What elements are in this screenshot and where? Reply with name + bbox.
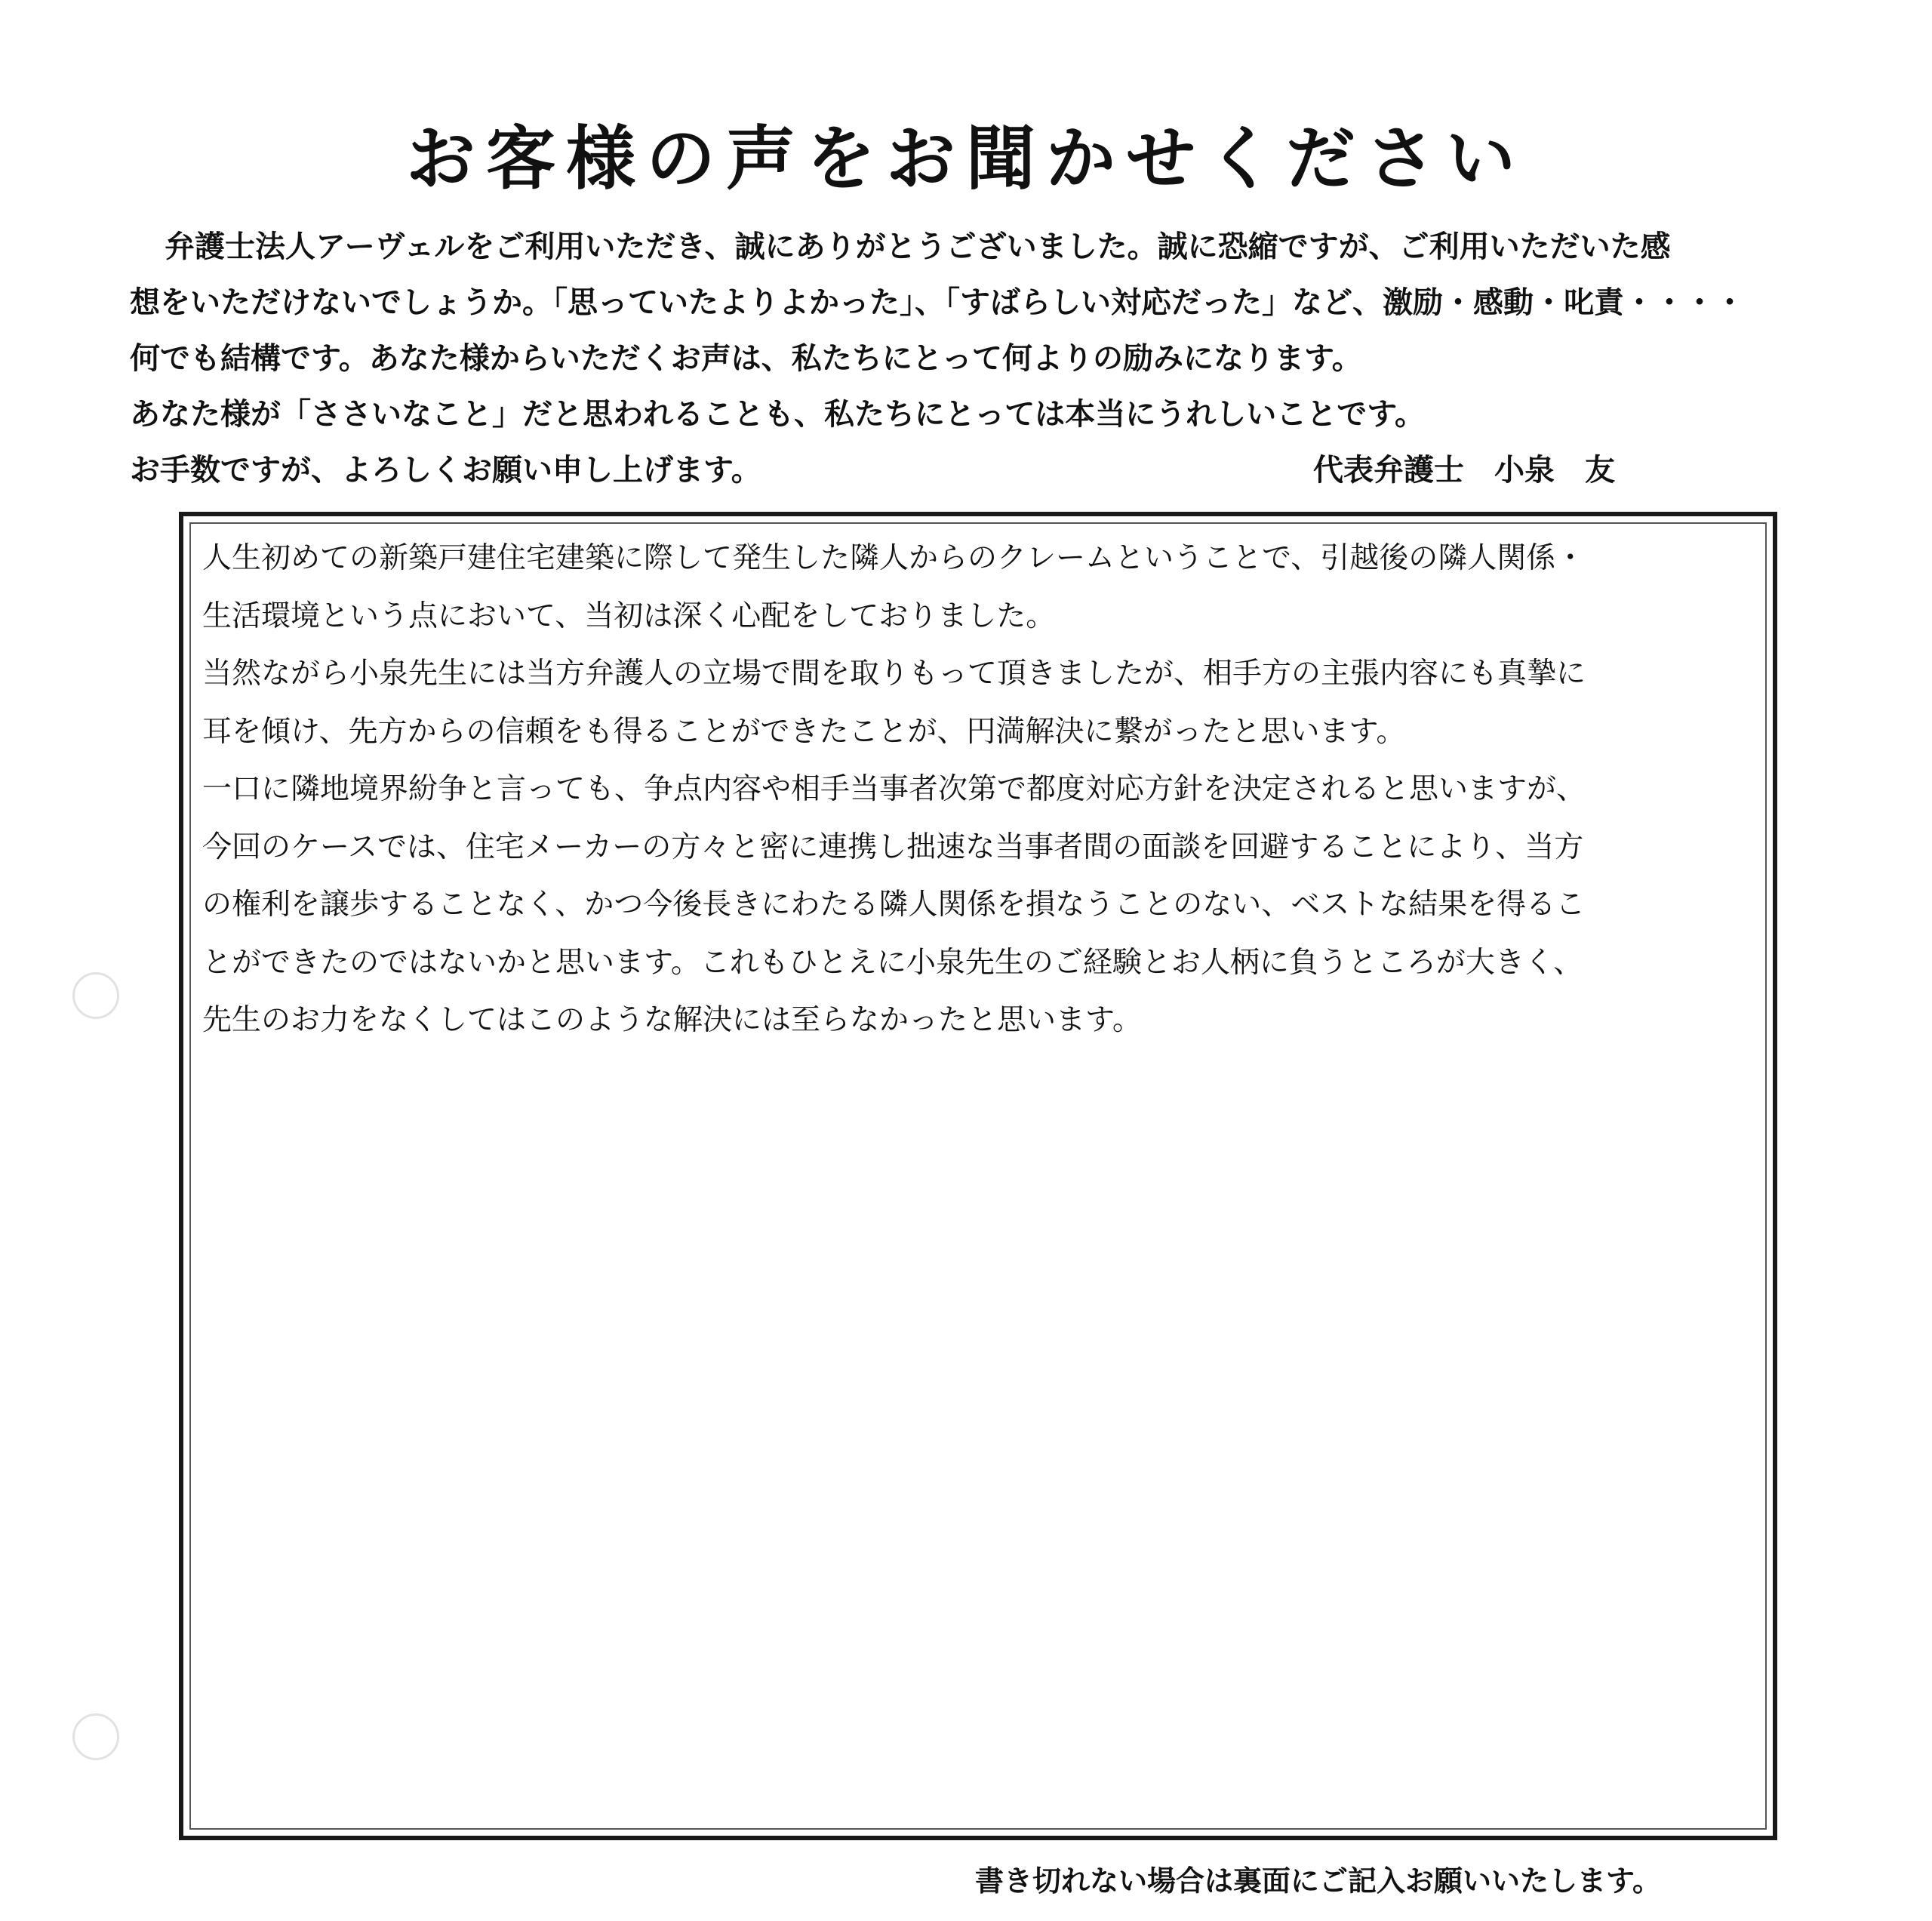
comment-line: 当然ながら小泉先生には当方弁護人の立場で間を取りもって頂きましたが、相手方の主張内容にも真摯に: [202, 657, 1586, 691]
comment-line: 今回のケースでは、住宅メーカーの方々と密に連携し拙速な当事者間の面談を回避することにより、当方: [202, 830, 1584, 864]
customer-comment: [202, 530, 1772, 1050]
page-title: お客様の声をお聞かせください: [405, 118, 1526, 199]
intro-line: 想をいただけないでしょうか。「思っていたよりよかった」、「すばらしい対応だった」など、激励・感動・叱責・・・・: [130, 285, 1745, 320]
intro-line: あなた様が「ささいなこと」だと思われることも、私たちにとっては本当にうれしいことです。: [130, 396, 1425, 432]
comment-line: 人生初めての新築戸建住宅建築に際して発生した隣人からのクレームということで、引越後の隣人関係・: [202, 541, 1586, 575]
closing-row: [130, 442, 1813, 498]
comment-line: 生活環境という点において、当初は深く心配をしておりました。: [202, 599, 1056, 633]
intro-line: 弁護士法人アーヴェルをご利用いただき、誠にありがとうございました。誠に恐縮ですが、ご利用いただいた感: [165, 229, 1671, 264]
intro-message: [130, 219, 1813, 498]
footer-note: 書き切れない場合は裏面にご記入お願いいたします。: [975, 1864, 1661, 1898]
intro-line: 何でも結構です。あなた様からいただくお声は、私たちにとって何よりの励みになります。: [130, 340, 1362, 376]
comment-line: とができたのではないかと思います。これもひとえに小泉先生のご経験とお人柄に負うところが大きく、: [202, 945, 1583, 980]
punch-hole-icon: [72, 1713, 119, 1760]
punch-hole-icon: [72, 972, 119, 1019]
comment-line: の権利を譲歩することなく、かつ今後長きにわたる隣人関係を損なうことのない、ベストな結果を得るこ: [202, 888, 1586, 922]
representative-signature: 代表弁護士 小泉 友: [1313, 452, 1615, 488]
comment-line: 先生のお力をなくしてはこのような解決には至らなかったと思います。: [202, 1003, 1142, 1037]
comment-line: 一口に隣地境界紛争と言っても、争点内容や相手当事者次第で都度対応方針を決定されると思いますが、: [202, 772, 1586, 806]
comment-line: 耳を傾け、先方からの信頼をも得ることができたことが、円満解決に繋がったと思います。: [202, 714, 1406, 749]
closing-line: お手数ですが、よろしくお願い申し上げます。: [130, 452, 761, 488]
